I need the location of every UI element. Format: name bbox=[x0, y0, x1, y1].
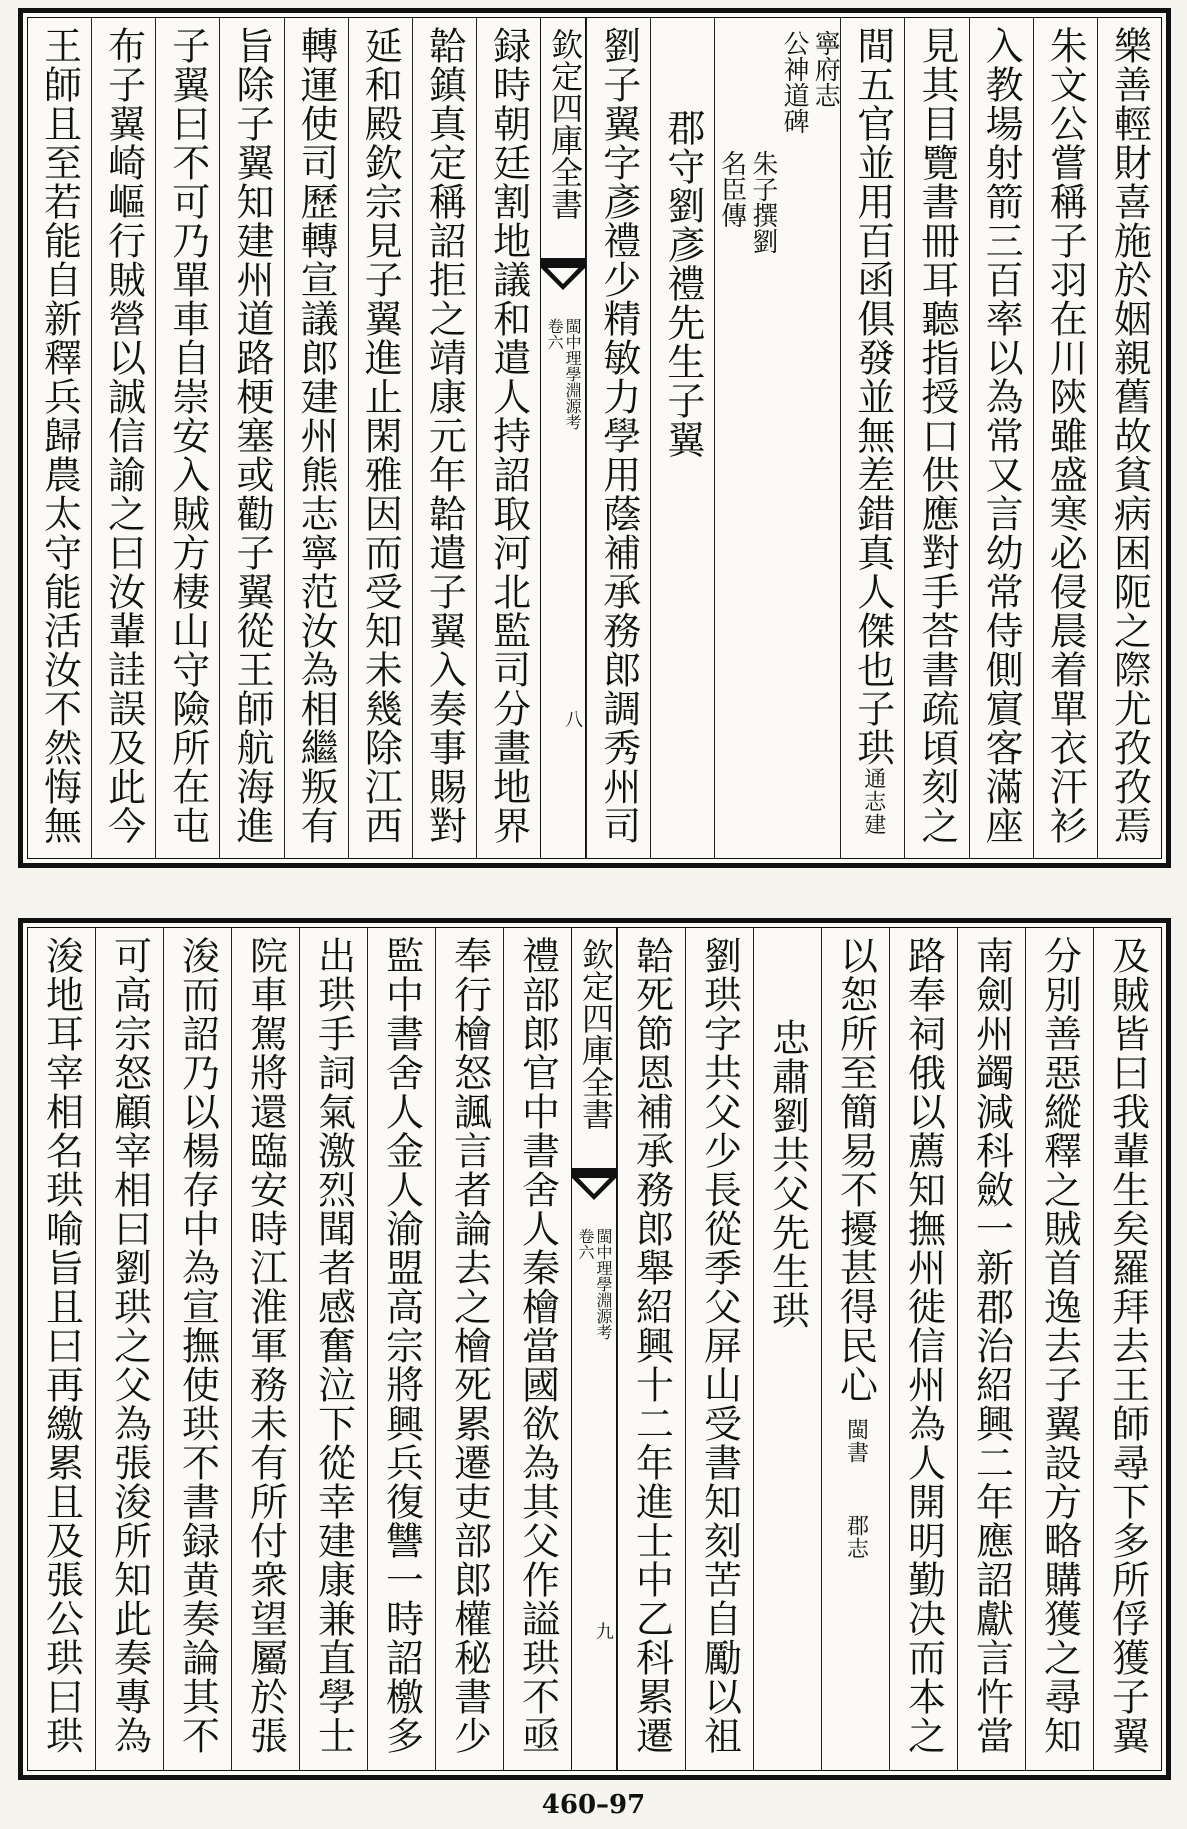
text-column: 可高宗怒顧宰相曰劉珙之父為張浚所知此奏專為 bbox=[95, 928, 163, 1770]
text-column-main: 間五官並用百函俱發並無差錯真人傑也子珙 bbox=[850, 26, 895, 767]
fishtail-mark-icon bbox=[541, 258, 585, 298]
text-column: 入教場射箭三百率以為常又言幼常侍側賔客滿座 bbox=[969, 18, 1033, 858]
text-column: 出珙手詞氣激烈聞者感奮泣下從幸建康兼直學士 bbox=[299, 928, 367, 1770]
source-note: 郡志 bbox=[843, 1514, 869, 1560]
source-note-line: 名臣傳 bbox=[716, 150, 747, 228]
text-column: 路奉祠俄以薦知撫州徙信州為人開明勤决而本之 bbox=[889, 928, 957, 1770]
text-column: 延和殿欽宗見子翼進止閑雅因而受知未幾除江西 bbox=[348, 18, 412, 858]
source-note-line: 寧府志 bbox=[810, 30, 841, 108]
section-heading: 忠肅劉共父先生珙 bbox=[753, 928, 821, 1770]
text-column: 韐死節恩補承務郎舉紹興十二年進士中乙科累遷 bbox=[617, 928, 685, 1770]
text-column: 布子翼崎嶇行賊營以誠信諭之曰汝輩詿誤及此今 bbox=[91, 18, 155, 858]
leaf-number: 八 bbox=[562, 710, 584, 728]
text-column: 樂善輕財喜施於姻親舊故貧病困阨之際尤孜孜焉 bbox=[1097, 18, 1161, 858]
fold-column bbox=[540, 18, 586, 858]
section-heading: 郡守劉彥禮先生子翼 bbox=[650, 18, 714, 858]
text-column: 轉運使司歷轉宣議郎建州熊志寧范汝為相繼叛有 bbox=[284, 18, 348, 858]
text-column: 王師且至若能自新釋兵歸農太守能活汝不然悔無 bbox=[37, 26, 82, 845]
text-column: 南劍州蠲減科斂一新郡治紹興二年應詔獻言忤當 bbox=[957, 928, 1025, 1770]
fold-side-text bbox=[576, 1228, 613, 1340]
series-title: 閩中理學淵源考 bbox=[594, 1228, 613, 1340]
text-column bbox=[840, 18, 904, 858]
fold-column bbox=[571, 928, 617, 1770]
volume-label: 卷六 bbox=[576, 1228, 595, 1260]
text-column: 朱文公嘗稱子羽在川陝雖盛寒必侵晨着單衣汗衫 bbox=[1033, 18, 1097, 858]
text-column: 奉行檜怒諷言者論去之檜死累遷吏部郎權秘書少 bbox=[435, 928, 503, 1770]
text-column: 子翼曰不可乃單車自崇安入賊方棲山守險所在屯 bbox=[155, 18, 219, 858]
text-column: 監中書舍人金人渝盟高宗將興兵復讐一時詔檄多 bbox=[367, 928, 435, 1770]
leaf-number: 九 bbox=[593, 1622, 614, 1640]
bottom-page bbox=[18, 918, 1171, 1780]
top-page bbox=[18, 8, 1171, 868]
volume-label: 卷六 bbox=[545, 318, 565, 350]
text-column: 韐鎮真定稱詔拒之靖康元年韐遣子翼入奏事賜對 bbox=[412, 18, 476, 858]
fold-side-text bbox=[545, 318, 583, 430]
page-footer-number: 460–97 bbox=[541, 1790, 646, 1820]
text-column: 及賊皆曰我輩生矣羅拜去王師尋下多所俘獲子翼 bbox=[1093, 928, 1161, 1770]
book-title: 欽定四庫全書 bbox=[546, 28, 585, 220]
source-note-line: 公神道碑 bbox=[779, 30, 810, 134]
source-note: 閩書 bbox=[843, 1418, 869, 1464]
text-column: 劉珙字共父少長從季父屏山受書知刻苦自勵以祖 bbox=[685, 928, 753, 1770]
bottom-page-grid bbox=[27, 927, 1162, 1771]
text-column-main: 以恕所至簡易不擾甚得民心 bbox=[833, 936, 878, 1404]
text-column: 劉子翼字彥禮少精敏力學用蔭補承務郎調秀州司 bbox=[586, 18, 650, 858]
source-note-line: 朱子撰劉 bbox=[747, 150, 778, 254]
text-column: 浚而詔乃以楊存中為宣撫使珙不書録黄奏論其不 bbox=[163, 928, 231, 1770]
text-column: 旨除子翼知建州道路梗塞或勸子翼從王師航海進 bbox=[219, 18, 283, 858]
text-column: 見其目覽書冊耳聽指授口供應對手荅書疏頃刻之 bbox=[904, 18, 968, 858]
source-note: 通志建 bbox=[860, 767, 886, 836]
book-title: 欽定四庫全書 bbox=[577, 938, 615, 1130]
text-column bbox=[821, 928, 889, 1770]
text-column: 禮部郎官中書舍人秦檜當國欲為其父作謚珙不亟 bbox=[503, 928, 571, 1770]
text-column: 録時朝廷割地議和遣人持詔取河北監司分畫地界 bbox=[476, 18, 540, 858]
source-note-column bbox=[714, 18, 840, 858]
series-title: 閩中理學淵源考 bbox=[563, 318, 583, 430]
text-column: 分別善惡縱釋之賊首逸去子翼設方略購獲之尋知 bbox=[1025, 928, 1093, 1770]
text-column: 浚地耳宰相名珙喻旨且曰再繳累且及張公珙曰珙 bbox=[39, 936, 84, 1755]
text-column: 院車駕將還臨安時江淮軍務未有所付衆望屬於張 bbox=[231, 928, 299, 1770]
fishtail-mark-icon bbox=[572, 1168, 616, 1208]
top-page-grid bbox=[27, 17, 1162, 859]
